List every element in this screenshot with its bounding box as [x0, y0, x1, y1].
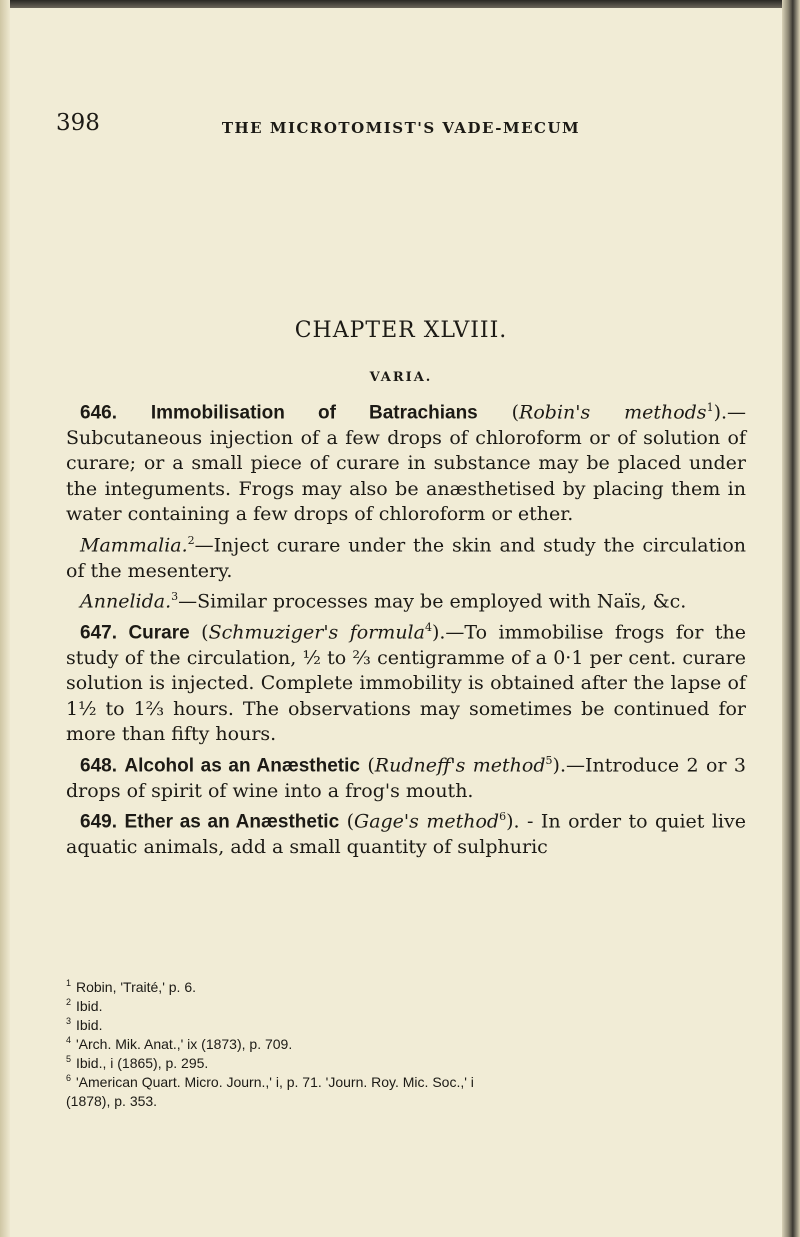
paragraph-heading: Alcohol as an Anæsthetic — [124, 755, 360, 777]
footnote-text: Ibid. — [76, 1017, 103, 1033]
subsection-label: Annelida. — [80, 590, 172, 613]
paragraph-text: —Similar processes may be employed with Naïs, &c. — [178, 590, 687, 613]
paragraph-649 — [66, 804, 746, 860]
scan-edge-right — [782, 0, 800, 1237]
paragraph-number: 648. — [80, 755, 117, 777]
subsection-label: Mammalia. — [80, 534, 188, 557]
paren-close: ).— — [552, 754, 585, 777]
paragraph-text: To immobilise frogs for the study of the circulation, ½ to ⅔ centigramme of a 0·1 per cent. curare solution is injected. Complete immobility is obtained after the lapse of 1½ to 1⅔ hours. The observations may sometimes be continued for more than fifty hours. — [66, 621, 746, 746]
paragraph-annelida — [66, 584, 746, 615]
paragraph-text: Subcutaneous injection of a few drops of chloroform or of solution of curare; or a small piece of curare in substance may be placed under the integuments. Frogs may also be anæsthetised by placing them in water containing a few drops of chloroform or ether. — [66, 426, 746, 526]
scan-edge-left — [0, 0, 10, 1237]
footnote: 2 Ibid. — [66, 997, 103, 1014]
paragraph-mammalia — [66, 528, 746, 584]
paren-close: ). - — [506, 810, 534, 833]
footnote-marker: 5 — [545, 753, 553, 767]
footnote-marker: 4 — [424, 620, 432, 634]
body-text — [66, 395, 746, 860]
paragraph-heading: Immobilisation of Batrachians — [150, 402, 478, 424]
running-head: THE MICROTOMIST'S VADE-MECUM — [221, 119, 581, 137]
paragraph-text: In order to quiet live aquatic animals, add a small quantity of sulphuric — [66, 810, 746, 858]
paren-open: ( — [346, 810, 355, 833]
page-number: 398 — [56, 110, 100, 136]
paragraph-647 — [66, 615, 746, 748]
footnote-marker: 3 — [171, 590, 179, 604]
method-reference: Rudneff's method — [374, 754, 546, 777]
paragraph-text: —Inject curare under the skin and study the circulation of the mesentery. — [66, 534, 746, 582]
footnote-marker: 6 — [499, 810, 507, 824]
section-title: VARIA. — [369, 370, 433, 385]
method-reference: Gage's method — [354, 810, 500, 833]
footnote-text: Ibid. — [76, 998, 103, 1014]
footnote-marker: 2 — [187, 533, 195, 547]
page-header — [56, 110, 746, 150]
footnote: 1 Robin, 'Traité,' p. 6. — [66, 978, 196, 995]
footnote-text: Ibid., i (1865), p. 295. — [76, 1055, 209, 1071]
paren-close: ).— — [713, 401, 747, 424]
footnotes — [66, 978, 746, 1111]
footnote-marker: 1 — [706, 401, 714, 414]
paragraph-text: Introduce 2 or 3 drops of spirit of wine into a frog's mouth. — [66, 754, 747, 802]
footnote: 6 'American Quart. Micro. Journ.,' i, p. 71. 'Journ. Roy. Mic. Soc.,' i — [66, 1073, 474, 1090]
paragraph-number: 646. — [80, 402, 117, 424]
book-page — [56, 0, 746, 1237]
paragraph-646 — [66, 395, 746, 528]
paragraph-heading: Ether as an Anæsthetic — [124, 811, 340, 833]
paragraph-number: 647. — [80, 622, 117, 644]
chapter-title: CHAPTER XLVIII. — [294, 318, 508, 343]
paragraph-648 — [66, 748, 746, 804]
footnote-continuation: (1878), p. 353. — [66, 1093, 158, 1109]
paren-close: ).— — [431, 621, 465, 644]
paren-open: ( — [367, 754, 375, 777]
footnote: 4 'Arch. Mik. Anat.,' ix (1873), p. 709. — [66, 1035, 293, 1052]
method-reference: Schmuziger's formula — [208, 621, 425, 644]
paren-open: ( — [511, 401, 520, 424]
footnote-text: 'American Quart. Micro. Journ.,' i, p. 71. 'Journ. Roy. Mic. Soc.,' i — [76, 1074, 474, 1090]
paren-open: ( — [201, 621, 209, 644]
footnote-text: 'Arch. Mik. Anat.,' ix (1873), p. 709. — [76, 1036, 293, 1052]
footnote-text: Robin, 'Traité,' p. 6. — [76, 979, 196, 995]
paragraph-heading: Curare — [128, 622, 190, 644]
footnote: 5 Ibid., i (1865), p. 295. — [66, 1054, 209, 1071]
footnote: 3 Ibid. — [66, 1016, 103, 1033]
paragraph-number: 649. — [80, 811, 117, 833]
method-reference: Robin's methods — [519, 401, 707, 424]
